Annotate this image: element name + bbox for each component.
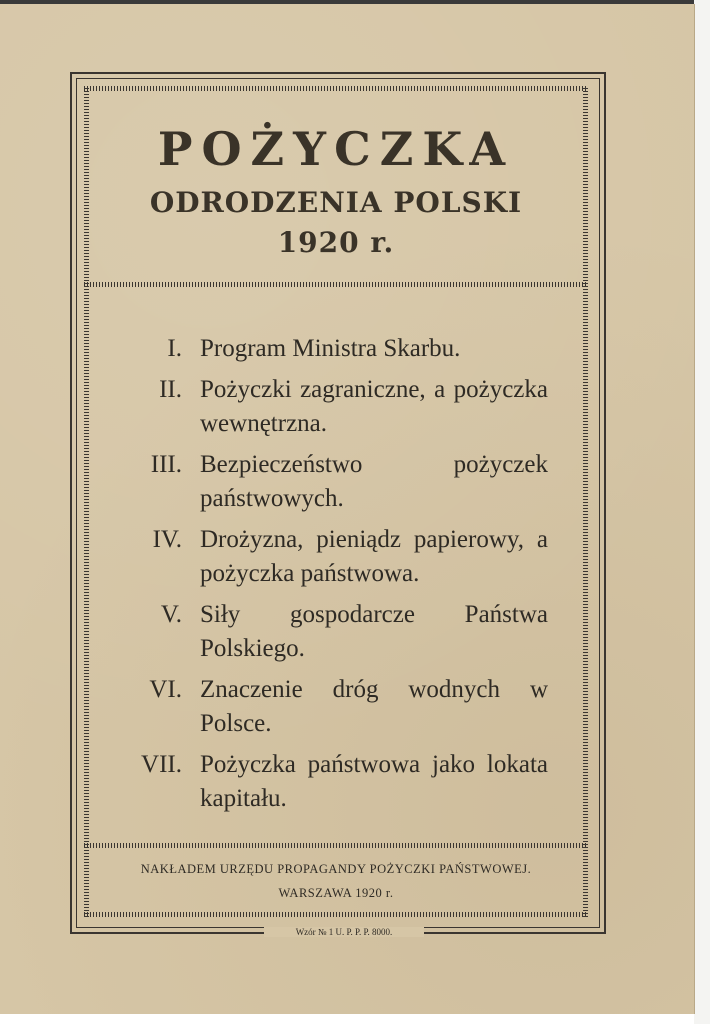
toc-text: Znaczenie dróg wodnych w Polsce.	[200, 676, 548, 737]
bottom-dotted-rule	[84, 912, 588, 917]
toc-number: VI.	[149, 676, 182, 703]
toc-item	[120, 373, 560, 441]
title-divider-rule	[84, 282, 588, 287]
toc-number: II.	[159, 376, 182, 403]
toc-text: Bezpieczeństwo pożyczek państwowych.	[200, 451, 548, 512]
toc-item	[120, 598, 560, 666]
main-title: POŻYCZKA	[157, 122, 515, 176]
toc-item	[120, 748, 560, 816]
table-of-contents	[120, 332, 560, 823]
toc-text: Pożyczka państwowa jako lokata kapitału.	[200, 751, 548, 812]
toc-text: Program Ministra Skarbu.	[200, 335, 461, 362]
print-mark: Wzór № 1 U. P. P. P. 8000.	[264, 927, 424, 937]
place-date-line: WARSZAWA 1920 r.	[278, 886, 394, 900]
toc-item	[120, 523, 560, 591]
toc-text: Pożyczki zagraniczne, a pożyczka wewnętrzna.	[200, 376, 548, 437]
toc-number: IV.	[152, 526, 182, 553]
footer-divider-rule	[84, 843, 588, 848]
scan-right-margin	[694, 0, 710, 1024]
toc-number: I.	[167, 335, 182, 362]
toc-number: V.	[160, 601, 182, 628]
toc-text: Siły gospodarcze Państwa Polskiego.	[200, 601, 548, 662]
top-dotted-rule	[84, 86, 588, 91]
toc-item	[120, 332, 560, 366]
toc-number: III.	[150, 451, 182, 478]
publisher-line: NAKŁADEM URZĘDU PROPAGANDY POŻYCZKI PAŃSTWOWEJ.	[140, 862, 532, 876]
toc-item	[120, 448, 560, 516]
toc-number: VII.	[141, 751, 182, 778]
toc-item	[120, 673, 560, 741]
toc-text: Drożyzna, pieniądz papierowy, a pożyczka państwowa.	[200, 526, 548, 587]
subtitle: ODRODZENIA POLSKI	[149, 186, 523, 219]
title-year: 1920 r.	[277, 226, 395, 259]
